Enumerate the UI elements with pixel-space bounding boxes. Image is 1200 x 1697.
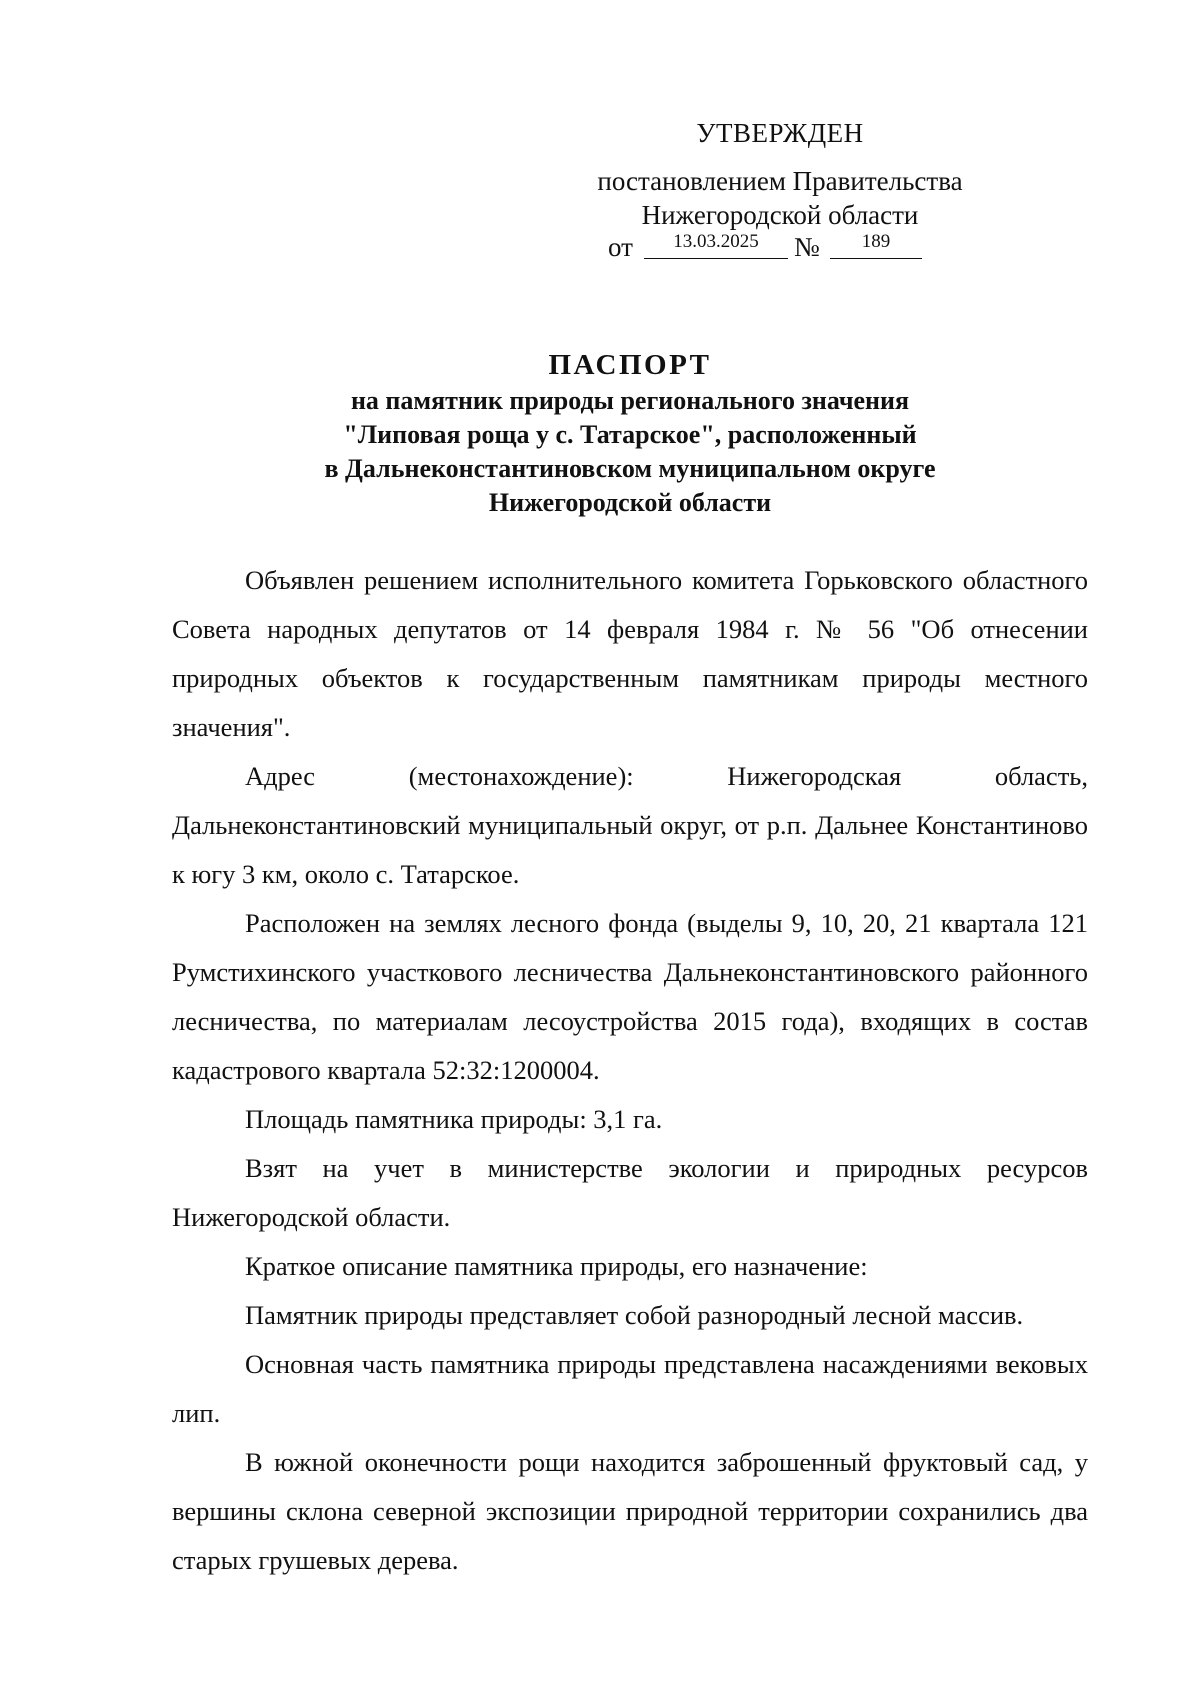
date-prefix-label: от (608, 232, 633, 262)
approval-issuer-line2: Нижегородской области (641, 200, 919, 230)
document-subtitle-line: на памятник природы регионального значения (350, 386, 910, 415)
paragraph-description: Памятник природы представляет собой разнородный лесной массив. (245, 1300, 1024, 1330)
document-subtitle-line: "Липовая роща у с. Татарское", расположенный (343, 420, 917, 449)
approval-issuer-line1: постановлением Правительства (597, 166, 963, 196)
approval-date-row (608, 228, 978, 264)
paragraph-location: Расположен на землях лесного фонда (выделы 9, 10, 20, 21 квартала 121 Румстихинского участкового лесничества Дальнеконстантиновского районного лесничества, по материалам лесоустройства 2015 года), входящих в состав кадастрового квартала 52:32:1200004. (172, 908, 1088, 1085)
approval-number-value: 189 (830, 228, 922, 259)
document-title: ПАСПОРТ (548, 349, 712, 381)
paragraph-main-part: Основная часть памятника природы представлена насаждениями вековых лип. (172, 1349, 1088, 1428)
paragraph-south-end: В южной оконечности рощи находится заброшенный фруктовый сад, у вершины склона северной экспозиции природной территории сохранились два старых грушевых дерева. (172, 1447, 1088, 1575)
document-title-block (170, 346, 1090, 520)
number-sign-label: № (794, 232, 820, 262)
paragraph-address: Адрес (местонахождение): Нижегородская область, Дальнеконстантиновский муниципальный округ, от р.п. Дальнее Константиново к югу 3 км, около с. Татарское. (172, 761, 1088, 889)
paragraph-declaration: Объявлен решением исполнительного комитета Горьковского областного Совета народных депутатов от 14 февраля 1984 г. № 56 "Об отнесении природных объектов к государственным памятникам природы местного значения". (172, 565, 1088, 742)
document-body (172, 556, 1088, 1585)
approval-title: УТВЕРЖДЕН (696, 118, 864, 148)
paragraph-description-heading: Краткое описание памятника природы, его назначение: (245, 1251, 868, 1281)
document-subtitle-line: Нижегородской области (488, 488, 772, 517)
paragraph-area: Площадь памятника природы: 3,1 га. (245, 1104, 663, 1134)
document-subtitle-line: в Дальнеконстантиновском муниципальном округе (324, 454, 936, 483)
paragraph-registration: Взят на учет в министерстве экологии и природных ресурсов Нижегородской области. (172, 1153, 1088, 1232)
approval-date-value: 13.03.2025 (644, 228, 788, 259)
